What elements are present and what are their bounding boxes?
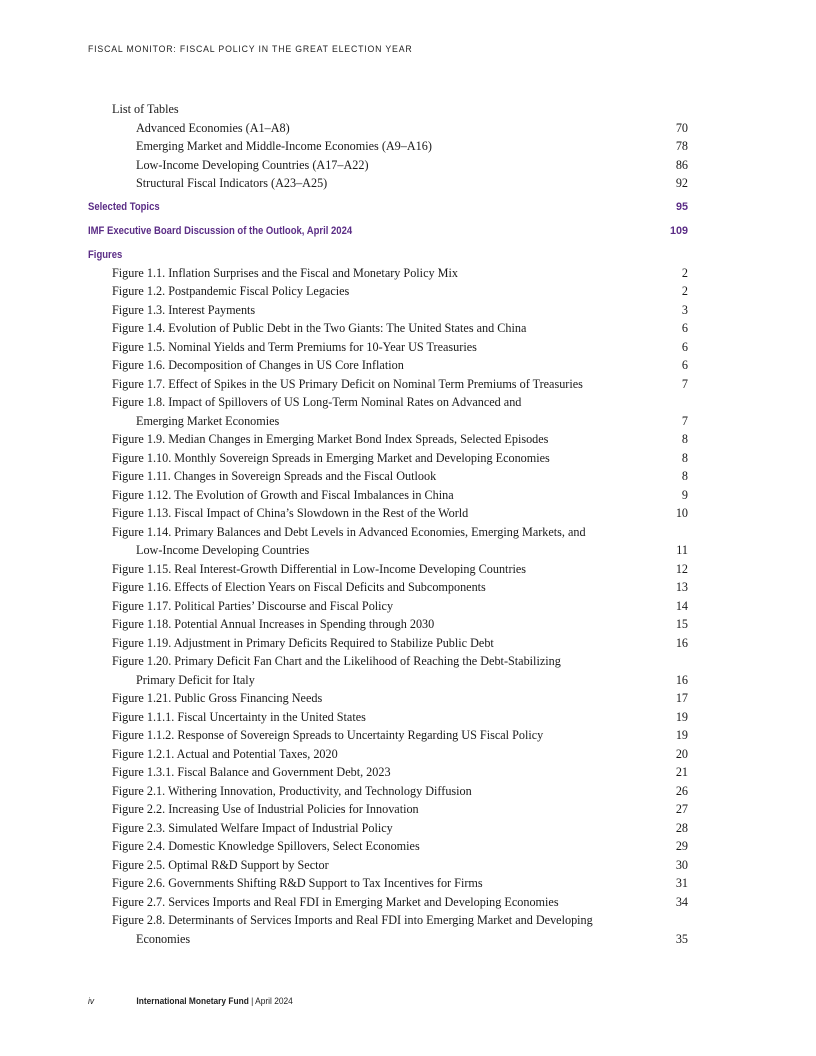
entry-title: Figure 2.7. Services Imports and Real FDI in Emerging Market and Developing Economies (112, 894, 559, 909)
figure-entry[interactable] (88, 893, 688, 912)
figure-entry[interactable] (88, 652, 688, 689)
figure-entry[interactable] (88, 504, 688, 523)
table-entry[interactable] (88, 156, 688, 175)
entry-page: 15 (675, 617, 688, 631)
figure-entry[interactable] (88, 467, 688, 486)
entry-title: Figure 1.14. Primary Balances and Debt Levels in Advanced Economies, Emerging Markets, and (112, 524, 586, 539)
tables-list (88, 119, 688, 193)
entry-title: Figure 1.8. Impact of Spillovers of US Long-Term Nominal Rates on Advanced and (112, 395, 522, 409)
entry-page: 12 (675, 561, 688, 576)
entry-title: Figure 2.5. Optimal R&D Support by Sector (112, 857, 329, 872)
figure-entry[interactable] (88, 800, 688, 819)
figure-entry[interactable] (88, 578, 688, 597)
entry-page: 28 (675, 820, 688, 835)
entry-title: Figure 1.10. Monthly Sovereign Spreads in Emerging Market and Developing Economies (112, 450, 550, 465)
figure-entry[interactable] (88, 393, 688, 430)
entry-title-continued: Low-Income Developing Countries (136, 543, 310, 557)
entry-page: 7 (681, 413, 688, 428)
entry-title: Figure 1.15. Real Interest-Growth Differential in Low-Income Developing Countries (112, 561, 527, 576)
entry-page: 6 (681, 358, 688, 372)
entry-page: 6 (681, 321, 688, 335)
section-page: 95 (675, 200, 688, 213)
entry-title: Figure 1.9. Median Changes in Emerging Market Bond Index Spreads, Selected Episodes (112, 432, 549, 446)
entry-title: Figure 1.2.1. Actual and Potential Taxes, 2020 (112, 746, 338, 761)
entry-page: 70 (675, 120, 688, 135)
entry-page: 19 (675, 728, 688, 742)
entry-page: 31 (675, 876, 688, 890)
entry-page: 7 (681, 376, 688, 391)
entry-page: 14 (675, 598, 688, 613)
entry-title-continued: Emerging Market Economies (136, 413, 280, 428)
section-page: 109 (669, 224, 688, 237)
entry-title-continued: Economies (136, 931, 191, 946)
figures-heading: Figures (88, 248, 123, 261)
figure-entry[interactable] (88, 745, 688, 764)
entry-page: 11 (676, 543, 688, 557)
entry-page: 16 (675, 672, 688, 687)
entry-page: 8 (681, 469, 688, 483)
figure-entry[interactable] (88, 615, 688, 634)
entry-title: Figure 2.4. Domestic Knowledge Spillovers, Select Economies (112, 839, 420, 853)
figure-entry[interactable] (88, 689, 688, 708)
figure-entry[interactable] (88, 856, 688, 875)
list-of-tables-label: List of Tables (112, 102, 179, 116)
entry-title: Figure 1.17. Political Parties’ Discourse and Fiscal Policy (112, 598, 394, 613)
figure-entry[interactable] (88, 819, 688, 838)
section-title: IMF Executive Board Discussion of the Outlook, April 2024 (88, 224, 353, 237)
entry-page: 9 (681, 487, 688, 502)
figure-entry[interactable] (88, 301, 688, 320)
section-entry[interactable] (88, 198, 688, 216)
figure-entry[interactable] (88, 837, 688, 856)
entry-title: Figure 1.18. Potential Annual Increases in Spending through 2030 (112, 617, 435, 631)
entry-title: Figure 1.19. Adjustment in Primary Deficits Required to Stabilize Public Debt (112, 635, 494, 650)
entry-title: Low-Income Developing Countries (A17–A22) (136, 157, 369, 172)
entry-title: Figure 1.7. Effect of Spikes in the US Primary Deficit on Nominal Term Premiums of Treasuries (112, 376, 583, 391)
entry-title: Figure 1.20. Primary Deficit Fan Chart and the Likelihood of Reaching the Debt-Stabilizing (112, 654, 561, 668)
entry-title: Figure 1.1.1. Fiscal Uncertainty in the United States (112, 709, 366, 724)
entry-title: Figure 1.2. Postpandemic Fiscal Policy Legacies (112, 284, 350, 298)
figure-entry[interactable] (88, 430, 688, 449)
entry-title: Figure 1.3. Interest Payments (112, 302, 256, 317)
entry-page: 8 (681, 450, 688, 465)
entry-page: 2 (681, 265, 688, 280)
figure-entry[interactable] (88, 763, 688, 782)
entry-page: 78 (675, 139, 688, 153)
figure-entry[interactable] (88, 597, 688, 616)
footer-date: April 2024 (255, 996, 293, 1007)
figure-entry[interactable] (88, 264, 688, 283)
entry-page: 16 (675, 635, 688, 650)
entry-title: Emerging Market and Middle-Income Economies (A9–A16) (136, 139, 432, 153)
entry-page: 92 (675, 176, 688, 190)
entry-title: Figure 1.1.2. Response of Sovereign Spreads to Uncertainty Regarding US Fiscal Policy (112, 728, 544, 742)
page-folio: iv (88, 996, 95, 1007)
figure-entry[interactable] (88, 449, 688, 468)
entry-title: Figure 2.1. Withering Innovation, Productivity, and Technology Diffusion (112, 783, 472, 798)
entry-page: 30 (675, 857, 688, 872)
entry-page: 21 (675, 765, 688, 779)
entry-title: Figure 1.6. Decomposition of Changes in US Core Inflation (112, 358, 404, 372)
entry-title: Figure 2.8. Determinants of Services Imports and Real FDI into Emerging Market and Developing (112, 913, 593, 927)
entry-title: Advanced Economies (A1–A8) (136, 120, 290, 135)
footer-org: International Monetary Fund (136, 996, 249, 1007)
figure-entry[interactable] (88, 726, 688, 745)
entry-page: 3 (681, 302, 688, 317)
figure-entry[interactable] (88, 911, 688, 948)
table-of-contents (88, 100, 688, 948)
entry-title: Figure 1.4. Evolution of Public Debt in the Two Giants: The United States and China (112, 321, 527, 335)
figure-entry[interactable] (88, 874, 688, 893)
entry-page: 29 (675, 839, 688, 853)
figure-entry[interactable] (88, 560, 688, 579)
entry-title: Figure 1.12. The Evolution of Growth and Fiscal Imbalances in China (112, 487, 454, 502)
table-entry[interactable] (88, 137, 688, 156)
entry-page: 35 (675, 931, 688, 946)
entry-page: 34 (675, 894, 688, 909)
figure-entry[interactable] (88, 782, 688, 801)
entry-page: 86 (675, 157, 688, 172)
entry-page: 26 (675, 783, 688, 798)
entry-title: Figure 1.1. Inflation Surprises and the Fiscal and Monetary Policy Mix (112, 265, 458, 280)
figure-entry[interactable] (88, 486, 688, 505)
figure-entry[interactable] (88, 708, 688, 727)
figure-entry[interactable] (88, 282, 688, 301)
entry-title-continued: Primary Deficit for Italy (136, 672, 255, 687)
table-entry[interactable] (88, 174, 688, 193)
entry-title: Figure 2.2. Increasing Use of Industrial Policies for Innovation (112, 802, 419, 816)
entry-page: 13 (675, 580, 688, 594)
entry-page: 6 (681, 339, 688, 354)
figure-entry[interactable] (88, 634, 688, 653)
page-footer (88, 996, 293, 1007)
figures-list (88, 264, 688, 949)
entry-title: Figure 1.3.1. Fiscal Balance and Government Debt, 2023 (112, 765, 391, 779)
entry-title: Figure 1.13. Fiscal Impact of China’s Slowdown in the Rest of the World (112, 506, 469, 520)
entry-title: Figure 1.16. Effects of Election Years on Fiscal Deficits and Subcomponents (112, 580, 486, 594)
entry-title: Figure 2.6. Governments Shifting R&D Support to Tax Incentives for Firms (112, 876, 483, 890)
entry-page: 2 (681, 284, 688, 298)
figure-entry[interactable] (88, 375, 688, 394)
figure-entry[interactable] (88, 523, 688, 560)
entry-page: 10 (675, 506, 688, 520)
entry-page: 17 (675, 691, 688, 705)
running-head: FISCAL MONITOR: FISCAL POLICY IN THE GREAT ELECTION YEAR (88, 44, 413, 55)
entry-page: 27 (675, 802, 688, 816)
entry-title: Figure 1.21. Public Gross Financing Needs (112, 691, 323, 705)
footer-separator: | (248, 996, 256, 1007)
entry-page: 19 (675, 709, 688, 724)
figure-entry[interactable] (88, 356, 688, 375)
entry-page: 20 (675, 746, 688, 761)
figure-entry[interactable] (88, 319, 688, 338)
section-entry[interactable] (88, 222, 688, 240)
entry-title: Figure 1.5. Nominal Yields and Term Premiums for 10-Year US Treasuries (112, 339, 477, 354)
entry-title: Structural Fiscal Indicators (A23–A25) (136, 176, 328, 190)
entry-title: Figure 2.3. Simulated Welfare Impact of Industrial Policy (112, 820, 393, 835)
section-title: Selected Topics (88, 200, 160, 213)
entry-page: 8 (681, 432, 688, 446)
figure-entry[interactable] (88, 338, 688, 357)
sections-list (88, 198, 688, 240)
table-entry[interactable] (88, 119, 688, 138)
entry-title: Figure 1.11. Changes in Sovereign Spreads and the Fiscal Outlook (112, 469, 437, 483)
